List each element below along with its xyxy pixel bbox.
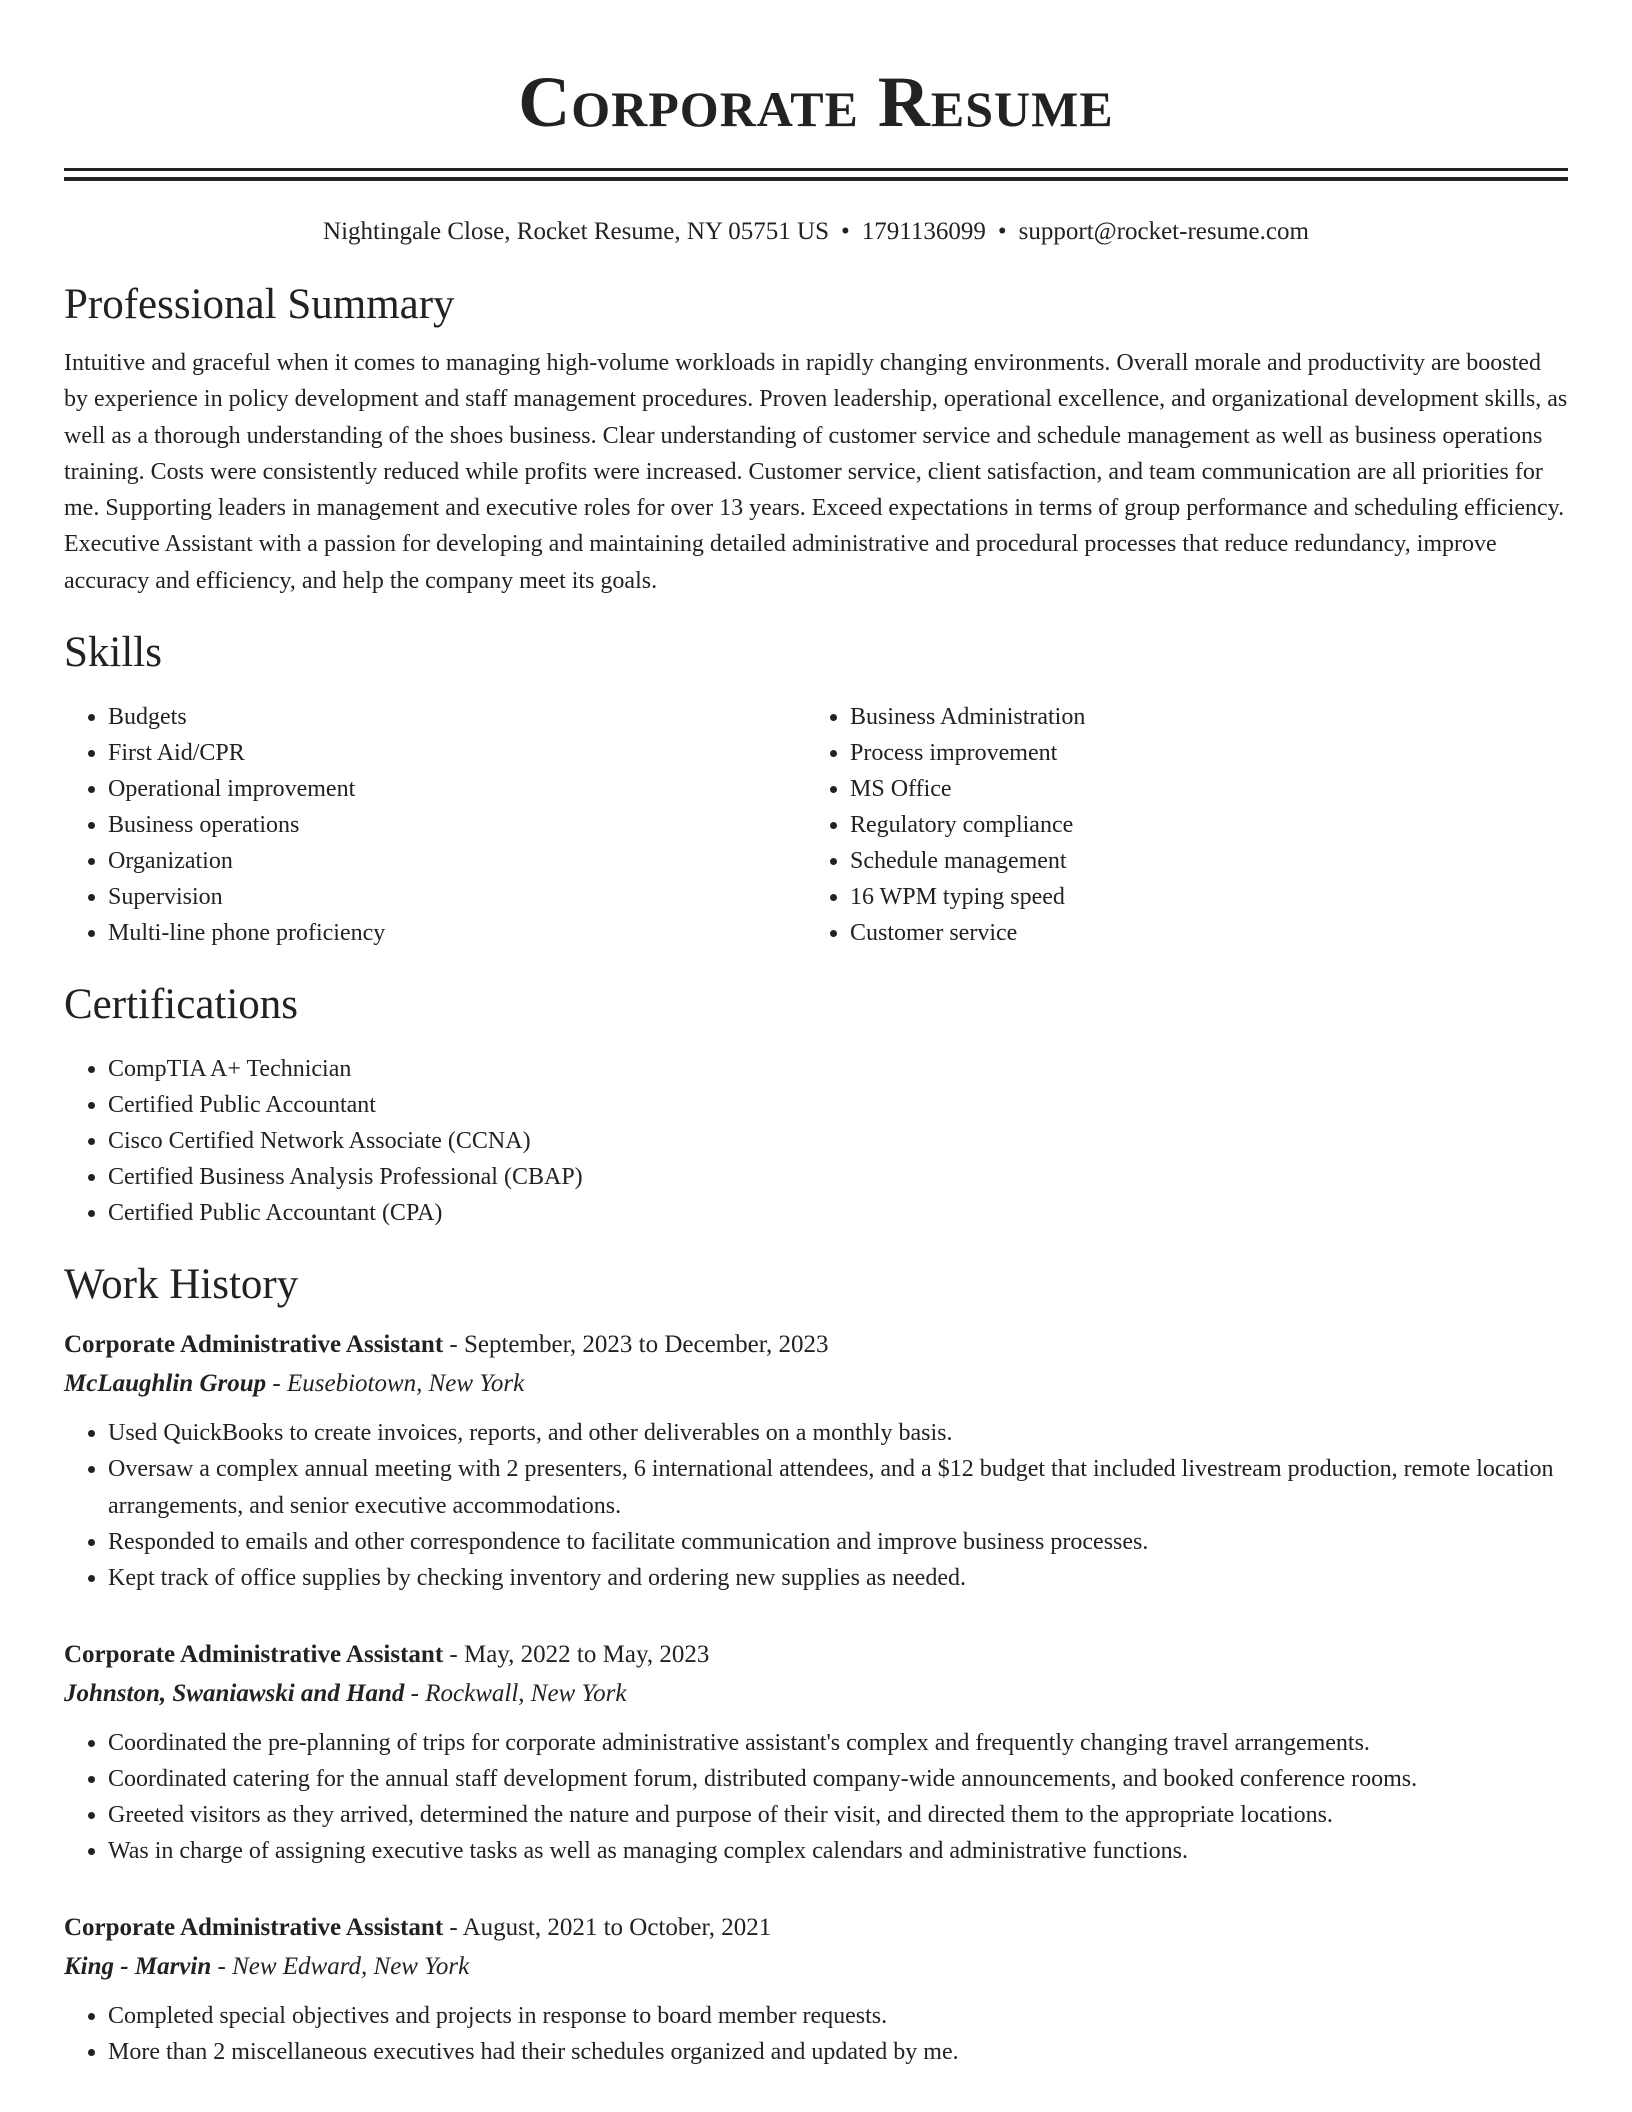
job-entry — [64, 1908, 1568, 2071]
skill-item: • MS Office — [850, 771, 1548, 807]
certifications-list — [64, 1051, 1568, 1231]
job-role: Corporate Administrative Assistant — [64, 1913, 444, 1941]
skill-item: • Schedule management — [850, 843, 1548, 879]
contact-email: support@rocket-resume.com — [1018, 218, 1309, 245]
job-bullet: • Oversaw a complex annual meeting with 2 presenters, 6 international attendees, and a $12 budget that included livestream production, remote location arrangements, and senior executive accommodations. — [108, 1451, 1568, 1524]
skill-item: • Regulatory compliance — [850, 807, 1548, 843]
job-bullet: • Completed special objectives and projects in response to board member requests. — [108, 1998, 1568, 2034]
skill-item: • Supervision — [108, 879, 806, 915]
certifications-heading: Certifications — [64, 981, 299, 1029]
job-bullets — [64, 1725, 1568, 1870]
job-title-line: Corporate Administrative Assistant - September, 2023 to December, 2023 — [64, 1331, 829, 1359]
contact-separator: • — [997, 218, 1007, 245]
job-location: Rockwall, New York — [425, 1679, 627, 1707]
job-company-line: King - Marvin - New Edward, New York — [64, 1952, 470, 1980]
certification-item: • Certified Public Accountant — [108, 1087, 1568, 1123]
certification-item: • CompTIA A+ Technician — [108, 1051, 1568, 1087]
job-role: Corporate Administrative Assistant — [64, 1331, 444, 1359]
job-location: Eusebiotown, New York — [286, 1370, 525, 1398]
skill-item: • Organization — [108, 843, 806, 879]
job-bullet: • Responded to emails and other correspondence to facilitate communication and improve business processes. — [108, 1524, 1568, 1560]
skill-item: • Business operations — [108, 807, 806, 843]
certification-item: • Cisco Certified Network Associate (CCNA) — [108, 1123, 1568, 1159]
skills-column-left — [64, 699, 806, 951]
skill-item: • Budgets — [108, 699, 806, 735]
skill-item: • Customer service — [850, 915, 1548, 951]
job-bullets — [64, 1415, 1568, 1596]
header-rule-bottom — [64, 177, 1568, 181]
job-bullet: • More than 2 miscellaneous executives had their schedules organized and updated by me. — [108, 2034, 1568, 2070]
job-bullet: • Was in charge of assigning executive tasks as well as managing complex calendars and administrative functions. — [108, 1833, 1568, 1869]
skill-item: • 16 WPM typing speed — [850, 879, 1548, 915]
job-company-line: McLaughlin Group - Eusebiotown, New York — [64, 1370, 525, 1398]
certification-item: • Certified Public Accountant (CPA) — [108, 1195, 1568, 1231]
contact-address: Nightingale Close, Rocket Resume, NY 05751 US — [323, 218, 830, 245]
skills-heading: Skills — [64, 629, 162, 677]
job-location: New Edward, New York — [232, 1952, 470, 1980]
work-history-heading: Work History — [64, 1261, 299, 1309]
job-title-line: Corporate Administrative Assistant - August, 2021 to October, 2021 — [64, 1913, 772, 1941]
job-company-line: Johnston, Swaniawski and Hand - Rockwall, New York — [64, 1679, 627, 1707]
job-entry — [64, 1325, 1568, 1596]
skill-item: • Multi-line phone proficiency — [108, 915, 806, 951]
job-dates: September, 2023 to December, 2023 — [463, 1331, 829, 1359]
skills-list — [64, 699, 1568, 951]
job-bullet: • Used QuickBooks to create invoices, reports, and other deliverables on a monthly basis. — [108, 1415, 1568, 1451]
job-bullet: • Coordinated catering for the annual staff development forum, distributed company-wide announcements, and booked conference rooms. — [108, 1761, 1568, 1797]
job-bullets — [64, 1998, 1568, 2071]
skill-item: • First Aid/CPR — [108, 735, 806, 771]
job-bullet: • Kept track of office supplies by checking inventory and ordering new supplies as needed. — [108, 1560, 1568, 1596]
job-company: King - Marvin — [64, 1952, 212, 1980]
job-bullet: • Coordinated the pre-planning of trips for corporate administrative assistant's complex and frequently changing travel arrangements. — [108, 1725, 1568, 1761]
skill-item: • Operational improvement — [108, 771, 806, 807]
job-bullet: • Greeted visitors as they arrived, determined the nature and purpose of their visit, and directed them to the appropriate locations. — [108, 1797, 1568, 1833]
resume-page — [64, 0, 1568, 2070]
summary-heading: Professional Summary — [64, 281, 455, 328]
job-company: Johnston, Swaniawski and Hand — [64, 1679, 405, 1707]
summary-text: Intuitive and graceful when it comes to managing high-volume workloads in rapidly changing environments. Overall morale and productivity are boosted by experience in policy development and staff management procedures. Proven leadership, operational excellence, and organizational development skills, as well as a thorough understanding of the shoes business. Clear understanding of customer service and schedule management as well as business operations training. Costs were consistently reduced while profits were increased. Customer service, client satisfaction, and team communication are all priorities for me. Supporting leaders in management and executive roles for over 13 years. Exceed expectations in terms of group performance and scheduling efficiency. Executive Assistant with a passion for developing and maintaining detailed administrative and procedural processes that reduce redundancy, improve accuracy and efficiency, and help the company meet its goals. — [64, 350, 1568, 594]
certification-item: • Certified Business Analysis Professional (CBAP) — [108, 1159, 1568, 1195]
job-title-line: Corporate Administrative Assistant - May, 2022 to May, 2023 — [64, 1640, 710, 1668]
contact-line — [64, 215, 1568, 249]
skill-item: • Business Administration — [850, 699, 1548, 735]
job-dates: August, 2021 to October, 2021 — [462, 1913, 772, 1941]
header-rule-top — [64, 168, 1568, 171]
contact-separator: • — [841, 218, 850, 245]
job-dates: May, 2022 to May, 2023 — [463, 1640, 710, 1668]
job-role: Corporate Administrative Assistant — [64, 1640, 444, 1668]
contact-phone: 1791136099 — [861, 218, 986, 245]
skills-column-right — [806, 699, 1548, 951]
skill-item: • Process improvement — [850, 735, 1548, 771]
job-entry — [64, 1635, 1568, 1870]
resume-name: Corporate Resume — [518, 62, 1114, 142]
job-company: McLaughlin Group — [64, 1370, 267, 1398]
